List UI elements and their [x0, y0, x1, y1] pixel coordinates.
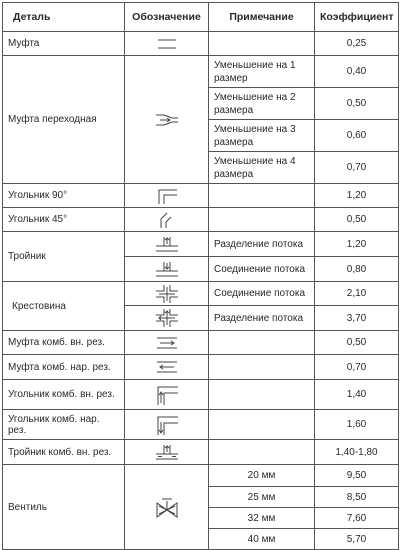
table-row	[3, 331, 399, 355]
reducing-coupling-icon	[154, 112, 180, 128]
coef-cell: 0,70	[315, 152, 399, 184]
part-name: Муфта переходная	[3, 56, 125, 184]
coupling-ext-thread-icon	[154, 360, 180, 374]
note-cell: 32 мм	[209, 508, 315, 529]
part-name: Угольник 90°	[3, 184, 125, 208]
part-name: Угольник комб. вн. рез.	[3, 380, 125, 410]
coef-cell: 0,70	[315, 355, 399, 380]
coef-cell: 1,20	[315, 232, 399, 257]
elbow-ext-thread-icon	[154, 414, 180, 436]
tee-int-thread-icon	[154, 443, 180, 461]
coef-cell: 0,50	[315, 88, 399, 120]
note-cell: Соединение потока	[209, 282, 315, 306]
note-cell	[209, 331, 315, 355]
valve-icon	[154, 496, 180, 518]
part-name: Муфта	[3, 32, 125, 56]
part-name: Вентиль	[3, 465, 125, 550]
coef-cell: 0,50	[315, 208, 399, 232]
table-row	[3, 380, 399, 410]
coef-cell: 2,10	[315, 282, 399, 306]
table-row	[3, 465, 399, 487]
cross-join-icon	[154, 284, 180, 304]
note-cell: Соединение потока	[209, 257, 315, 282]
note-cell	[209, 32, 315, 56]
table-row	[3, 232, 399, 257]
coef-cell: 0,25	[315, 32, 399, 56]
coupling-int-thread-icon	[154, 336, 180, 350]
part-name: Тройник	[3, 232, 125, 282]
note-cell: Уменьшение на 1 размер	[209, 56, 315, 88]
header-part: Деталь	[3, 3, 125, 32]
part-name: Муфта комб. вн. рез.	[3, 331, 125, 355]
coef-cell: 1,40-1,80	[315, 440, 399, 465]
note-cell: Уменьшение на 4 размера	[209, 152, 315, 184]
elbow-45-icon	[157, 211, 177, 229]
coef-cell: 5,70	[315, 529, 399, 550]
coef-cell: 1,60	[315, 410, 399, 440]
note-cell	[209, 440, 315, 465]
note-cell	[209, 380, 315, 410]
coupling-icon	[155, 37, 179, 51]
table-row	[3, 282, 399, 306]
table-row	[3, 410, 399, 440]
coef-cell: 3,70	[315, 306, 399, 331]
elbow-int-thread-icon	[154, 384, 180, 406]
header-row	[3, 3, 399, 32]
coef-cell: 0,50	[315, 331, 399, 355]
part-name: Тройник комб. вн. рез.	[3, 440, 125, 465]
coef-cell: 1,20	[315, 184, 399, 208]
part-name: Угольник комб. нар. рез.	[3, 410, 125, 440]
elbow-90-icon	[155, 187, 179, 205]
coef-cell: 9,50	[315, 465, 399, 487]
header-symbol: Обозначение	[125, 3, 209, 32]
table-row	[3, 440, 399, 465]
part-name: Угольник 45°	[3, 208, 125, 232]
note-cell: 40 мм	[209, 529, 315, 550]
coef-cell: 8,50	[315, 487, 399, 508]
part-name: Муфта комб. нар. рез.	[3, 355, 125, 380]
note-cell: Разделение потока	[209, 306, 315, 331]
coef-cell: 1,40	[315, 380, 399, 410]
coef-cell: 0,60	[315, 120, 399, 152]
cross-split-icon	[154, 308, 180, 328]
note-cell	[209, 410, 315, 440]
note-cell: Разделение потока	[209, 232, 315, 257]
note-cell	[209, 355, 315, 380]
note-cell: 25 мм	[209, 487, 315, 508]
table-row	[3, 184, 399, 208]
header-coef: Коэффициент	[315, 3, 399, 32]
note-cell	[209, 208, 315, 232]
note-cell: 20 мм	[209, 465, 315, 487]
note-cell: Уменьшение на 3 размера	[209, 120, 315, 152]
tee-join-icon	[154, 260, 180, 278]
table-row	[3, 355, 399, 380]
fittings-table	[2, 2, 399, 550]
note-cell	[209, 184, 315, 208]
coef-cell: 0,40	[315, 56, 399, 88]
table-row	[3, 56, 399, 88]
coef-cell: 0,80	[315, 257, 399, 282]
part-name: Крестовина	[3, 282, 125, 331]
coef-cell: 7,60	[315, 508, 399, 529]
table-row	[3, 208, 399, 232]
header-note: Примечание	[209, 3, 315, 32]
table-row	[3, 32, 399, 56]
tee-split-icon	[154, 235, 180, 253]
note-cell: Уменьшение на 2 размера	[209, 88, 315, 120]
